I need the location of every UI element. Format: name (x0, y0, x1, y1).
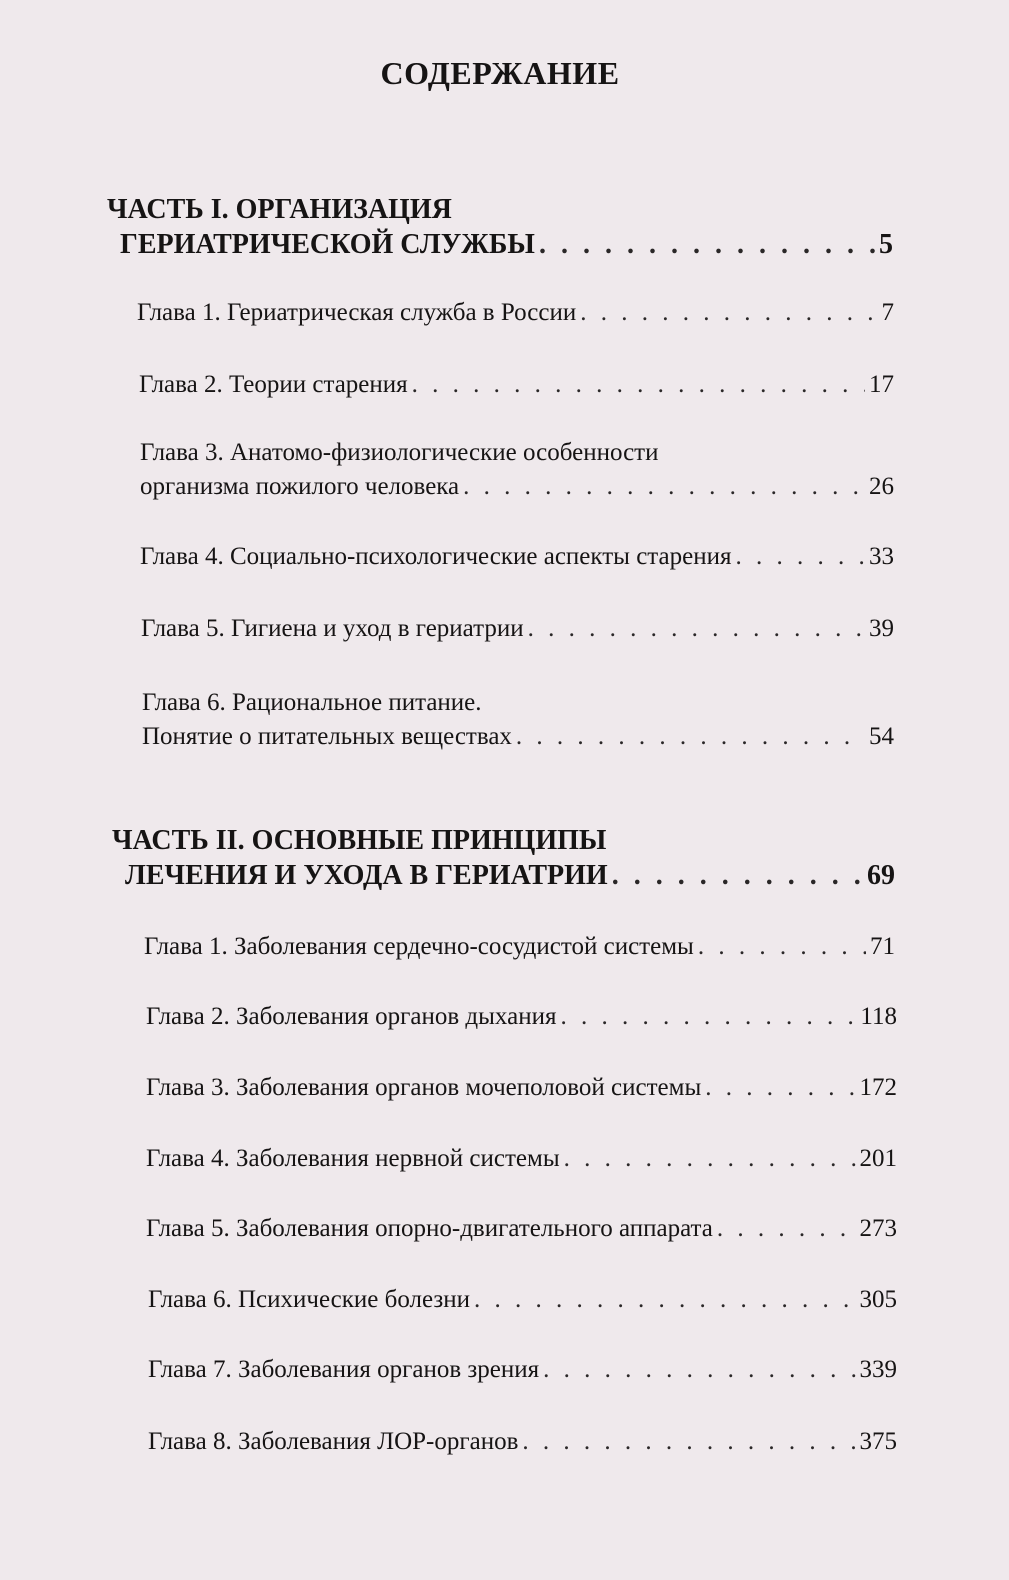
part-2-title-line1: ЧАСТЬ II. ОСНОВНЫЕ ПРИНЦИПЫ (112, 825, 607, 856)
dot-leader (612, 858, 863, 893)
dot-leader (735, 540, 865, 574)
dot-leader (463, 470, 865, 504)
toc-entry-part2-ch1[interactable] (144, 930, 895, 964)
chapter-title-cont: организма пожилого человека (140, 473, 460, 500)
toc-entry-part2-ch4[interactable] (146, 1142, 897, 1176)
chapter-title: Глава 4. Заболевания нервной системы (146, 1145, 560, 1172)
chapter-title: Глава 7. Заболевания органов зрения (148, 1356, 540, 1383)
chapter-title: Глава 6. Рациональное питание. (142, 689, 482, 716)
page-title: СОДЕРЖАНИЕ (380, 55, 620, 91)
chapter-page: 201 (859, 1145, 897, 1172)
dot-leader (698, 930, 866, 964)
part-1-title-line1: ЧАСТЬ I. ОРГАНИЗАЦИЯ (107, 194, 452, 225)
toc-entry-part1-ch2[interactable] (139, 368, 894, 402)
toc-entry-part2-ch6[interactable] (148, 1283, 897, 1317)
chapter-title: Глава 1. Заболевания сердечно-сосудистой системы (144, 933, 694, 960)
part-1-page: 5 (879, 229, 893, 260)
dot-leader (528, 612, 865, 646)
chapter-title: Глава 5. Гигиена и уход в гериатрии (141, 615, 524, 642)
chapter-title-cont: Понятие о питательных веществах (142, 723, 512, 750)
part-2-page: 69 (867, 860, 895, 891)
chapter-page: 54 (869, 723, 894, 750)
toc-entry-part1-ch3[interactable] (140, 436, 894, 504)
dot-leader (560, 1000, 856, 1034)
toc-entry-part1-ch6[interactable] (142, 686, 894, 754)
chapter-page: 7 (881, 299, 894, 326)
dot-leader (705, 1071, 855, 1105)
dot-leader (522, 1425, 855, 1459)
chapter-title: Глава 8. Заболевания ЛОР-органов (148, 1428, 519, 1455)
toc-entry-part2-ch7[interactable] (148, 1353, 897, 1387)
dot-leader (717, 1212, 856, 1246)
chapter-page: 375 (859, 1428, 897, 1455)
chapter-page: 273 (859, 1215, 897, 1242)
chapter-page: 339 (859, 1356, 897, 1383)
toc-entry-part2-ch2[interactable] (146, 1000, 897, 1034)
toc-entry-part2-ch8[interactable] (148, 1425, 897, 1459)
toc-entry-part2-ch5[interactable] (146, 1212, 897, 1246)
chapter-title: Глава 1. Гериатрическая служба в России (137, 299, 577, 326)
chapter-page: 33 (869, 543, 894, 570)
dot-leader (474, 1283, 855, 1317)
chapter-page: 17 (869, 371, 894, 398)
dot-leader (564, 1142, 856, 1176)
toc-entry-part1-ch5[interactable] (141, 612, 894, 646)
toc-entry-part2-ch3[interactable] (146, 1071, 897, 1105)
chapter-title: Глава 3. Заболевания органов мочеполовой системы (146, 1074, 702, 1101)
chapter-page: 39 (869, 615, 894, 642)
toc-entry-part1-ch1[interactable] (137, 296, 894, 330)
part-2-heading[interactable] (112, 823, 895, 893)
chapter-page: 26 (869, 473, 894, 500)
dot-leader (516, 720, 865, 754)
chapter-page: 71 (870, 933, 895, 960)
dot-leader (543, 1353, 855, 1387)
dot-leader (539, 227, 875, 262)
chapter-title: Глава 6. Психические болезни (148, 1286, 471, 1313)
chapter-title: Глава 5. Заболевания опорно-двигательного аппарата (146, 1215, 713, 1242)
chapter-page: 305 (859, 1286, 897, 1313)
part-2-title-line2: ЛЕЧЕНИЯ И УХОДА В ГЕРИАТРИИ (125, 860, 608, 891)
chapter-title: Глава 4. Социально-психологические аспекты старения (140, 543, 732, 570)
chapter-title: Глава 2. Теории старения (139, 371, 408, 398)
dot-leader (412, 368, 865, 402)
chapter-page: 172 (859, 1074, 897, 1101)
dot-leader (580, 296, 877, 330)
part-1-heading[interactable] (107, 192, 893, 262)
chapter-title: Глава 2. Заболевания органов дыхания (146, 1003, 557, 1030)
toc-entry-part1-ch4[interactable] (140, 540, 894, 574)
chapter-page: 118 (860, 1003, 897, 1030)
part-1-title-line2: ГЕРИАТРИЧЕСКОЙ СЛУЖБЫ (120, 229, 535, 260)
chapter-title: Глава 3. Анатомо-физиологические особенности (140, 439, 659, 466)
